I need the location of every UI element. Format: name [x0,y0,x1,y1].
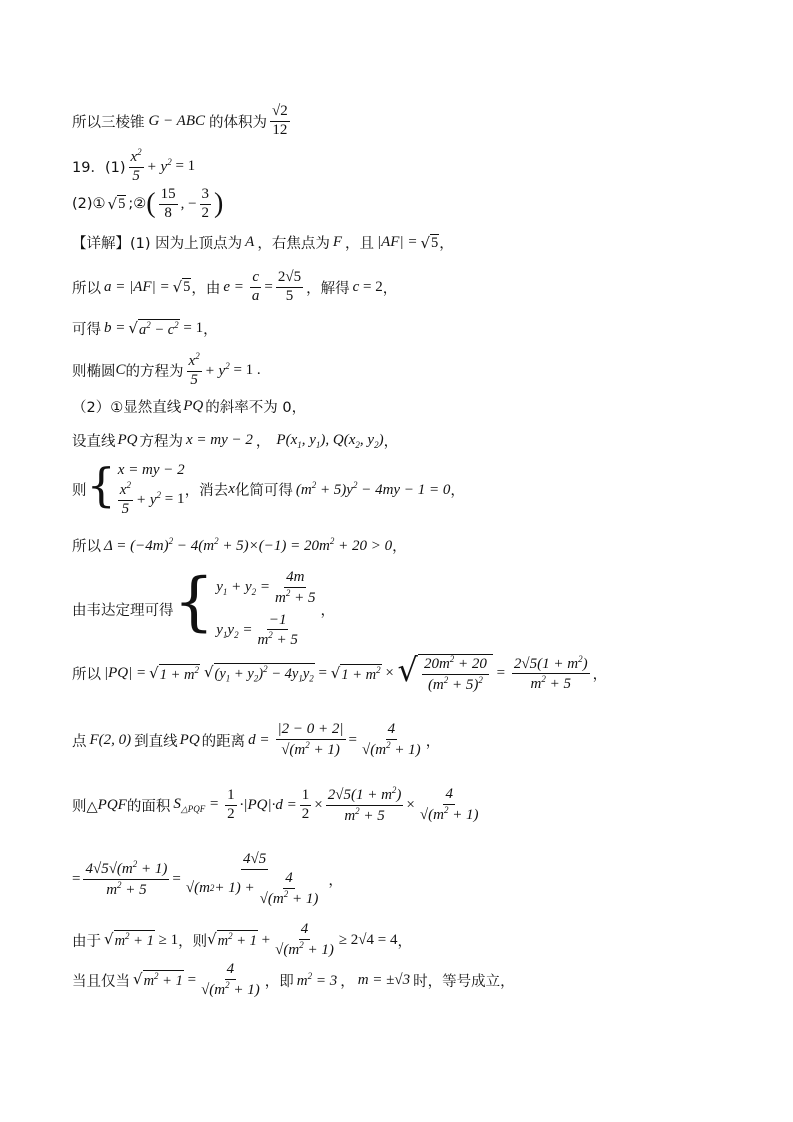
solve-c-line: 所以 a = |AF| = √ 5 ，由 e = $\frac{c}{a}$ = $\frac{2√5}{5}$ ，解得 c = 2 ， [72,269,398,304]
volume-fraction: $\frac{√2}{12}$ [272,103,288,138]
answer-19-2: (2)① √ 5 ;② ( $\frac{15}{8}$ , − $\frac{3}{2}$ ) [72,186,224,221]
volume-text: 所以三棱锥 [72,114,145,131]
distance-line: 点 F(2, 0) 到直线 PQ 的距离 d = $\frac{|2 - 0 + 2|}{√(m^2 + 1)}$ = $\frac{4}{√(m^2 + 1)}$ ， [72,721,441,758]
ellipse-equation-line: 则椭圆 C 的方程为 $\frac{x^2}{5}$ + $y^2$ = 1 . [72,351,261,388]
slope-line: （2）①显然直线 PQ 的斜率不为 0， [72,398,307,416]
area-simplify-line: = $\frac{4√5√(m^2 + 1)}{m^2 + 5}$ = 4√5 √(m 2 + 1) + $\frac{4}{√(m^2 + 1)}$ ， [72,851,343,907]
volume-line: 所以三棱锥 G − ABC 的体积为 $\frac{√2}{12}$ [72,103,288,138]
tetrahedron-name: G − ABC [148,112,206,129]
answer-19-1: 19．(1) $\frac{x^2}{5}$ + $y^2$ = 1 [72,147,196,184]
system-line: 则 { x = my − 2 $\frac{x^2}{5}$ + $y^2$ = 1 ，消去 x 化简可得 $(m^2 + 5)y^2 - 4my - 1 = 0$ ， [72,458,465,517]
inequality-line: 由于 √ $m^2 + 1$ ≥ 1 ，则 √ $m^2 + 1$ + $\frac{4}{√(m^2 + 1)}$ ≥ 2√4 = 4 ， [72,921,413,958]
vieta-line: 由韦达定理可得 { $y_1 + y_2$ = $\frac{4m}{m^2 + 5}$ $y_1y_2$ = $\frac{-1}{m^2 + 5}$ ， [72,565,336,649]
detail-line: 【详解】 (1) 因为上顶点为 A ，右焦点为 F ，且 |AF| = √ 5 ， [72,233,454,252]
equality-line: 当且仅当 √ $m^2 + 1$ = $\frac{4}{√(m^2 + 1)}$ ，即 $m^2 = 3$ ， m = ±√3 时，等号成立， [72,961,515,998]
line-pq-setup: 设直线 PQ 方程为 x = my − 2 ， $P(x_1$, $y_1$), $Q(x_2$, $y_2$) ， [72,431,399,450]
discriminant-line: 所以 $\Delta = (-4m)^2 - 4(m^2 + 5)\times(-1) = 20m^2 + 20 > 0$ ， [72,536,407,555]
chord-length-line: 所以 |PQ| = √ $1 + m^2$ √ $(y_1 + y_2)^2 - 4y_1y_2$ = √ $1 + m^2$ × √ $\frac{20m^2 + 20}{(m^2 + 5)^2}$ = $\frac{2√5(1 + m^2)}{m^2 + 5}$ ， [72,651,608,693]
solve-b-line: 可得 b = √ $a^2 - c^2$ = 1 ， [72,318,218,338]
area-line: 则△ PQF 的面积 $S_{\triangle PQF}$ = $\frac{1}{2}$ ·|PQ|·d = $\frac{1}{2}$ × $\frac{2√5(1 + m^2)}{m^2 + 5}$ × $\frac{4}{√(m^2 + 1)}$ [72,785,479,824]
